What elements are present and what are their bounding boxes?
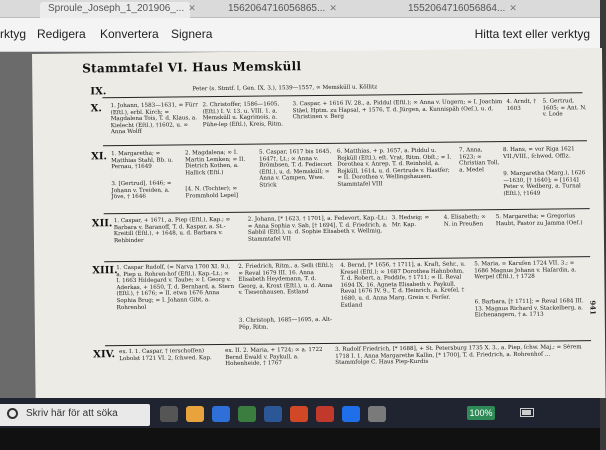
generation-xi-label: XI. [91, 151, 108, 163]
search-icon [7, 408, 18, 419]
generation-x-entry: 4. Arndt, † 1603 [506, 98, 537, 112]
powerpoint-icon[interactable] [290, 406, 308, 422]
settings-icon[interactable] [368, 406, 386, 422]
find-tools-search[interactable]: Hitta text eller verktyg [474, 27, 590, 41]
tab-label: 1562064716056865... [228, 3, 326, 14]
tab-strip [0, 0, 600, 18]
generation-xii-entry: 1. Caspar, + 1671, a. Piep (Eſtl.), Kap.; ∞ Barbara v. Baranoff, T. d. Kaspar, a. St.-Kreitill (Eſtl.), + 1648, u. d. Barbara v. Rehbinder [113, 216, 231, 244]
page-title: Stammtafel VI. Haus Memsküll [82, 59, 302, 76]
generation-xiv-label: XIV. [93, 349, 116, 361]
generation-xii-label: XII. [91, 218, 113, 230]
zoom-indicator: 100% [467, 406, 495, 420]
taskbar-search-placeholder: Skriv här för att söka [26, 408, 118, 419]
generation-xi-entry: 5. Caspar, 1617 bis 1645, 1647†, Lt.; ∞ Anna v. Brömbsen, T. d. Fediecort (Eſtl.), u. d. Memsküll; ∞ Anna v. Campen, Wwe. Strick [259, 148, 333, 189]
menu-tools[interactable]: rktyg [0, 27, 27, 41]
generation-x-entry: 2. Christoffer, 1586—1605, (Eſtl.) I. V. 13. u. VIII. 1. a. Memsküll u. Kagrimois, a. Pühe-lep (Eſtl.), Kreis, Ritm. [202, 101, 284, 128]
generation-xiii-entry: 1. Caspar Rudolf, (∞ Narva 1700 XI. 9.), a. Piep u. Rohren-hof (Eſtl.), Kap.-Lt.; ∞ I. 1663 Hildegard v. Taube; ∞ I. Georg v. Aderkas, + 1650, T. d. Bernhard, a. Stern (Eſtl.), † 1676; ∞ II. etwa 1676 Anna Sophia Brug; ∞ I. Johann Gibt, a. Rohrenhol [116, 263, 235, 311]
menubar [0, 18, 600, 52]
generation-xi-entry: 3. [Gertrud], 1646; ∞ Johann v. Treiden, a. Jöve, † 1646 [111, 180, 172, 201]
generation-xi-entry: [4. N. (Tochter); ∞ Frommhold Lepel] [185, 185, 239, 199]
file-explorer-icon[interactable] [186, 406, 204, 422]
page-number: 941 [588, 300, 598, 315]
close-icon[interactable]: ✕ [188, 3, 196, 13]
generation-xi-entry: 1. Margaretha; ∞ Matthias Stahl, Bb. u. Pernau, †1649 [111, 150, 174, 171]
acrobat-icon[interactable] [316, 406, 334, 422]
photos-icon[interactable] [342, 406, 360, 422]
generation-xii-entry: 3. Hedwig; ∞ Mr. Kap. [391, 214, 430, 228]
generation-xii-entry: 4. Elisabeth; ∞ N. in Preußen [443, 214, 486, 228]
menu-edit[interactable]: Redigera [37, 27, 86, 41]
close-icon[interactable]: ✕ [509, 3, 517, 13]
document-tab-1[interactable] [40, 2, 196, 18]
generation-xi-entry: 2. Magdalena; ∞ I. Martin Lemken; ∞ II. Dietrich Kothen, a. Hallick (Eſtl.) [185, 149, 246, 177]
menu-convert[interactable]: Konvertera [100, 27, 159, 41]
generation-xiii-entry: 3. Christoph, 1685—1695, a. Alt-Pöp, Ritm. [238, 316, 333, 331]
generation-xi-entry: 8. Hans, ∞ vor Riga 1621 VII./VIII., ſchwed. Offiz. [503, 146, 575, 160]
battery-icon [520, 408, 534, 417]
generation-x-entry: 1. Johann, 1583—1631, ∞ Fürr (Eſtl.), erbl. Kirch; ∞ Magdalena Tois, T. d. Klaus, a. Kielecht (Eſtl.), †1602, u. ∞ Anna Wolff [110, 102, 198, 136]
generation-xii-entry: 2. Johann, [* 1623, † 1701], a. Fedevort, Kap.-Lt.; ∞ Anna Sophia v. Sab, [† 1694], T. d. Friedrich, a. Sabbil (Eſtl.), u. d. Sophie Elisabeth v. Wellmig, Stammtafel VII [247, 215, 388, 243]
monitor-bezel [0, 428, 600, 450]
generation-x-entry: 3. Caspar, + 1616 IV. 28., a. Piddul (Eſtl.); ∞ Anna v. Ungern; ∞ I. Joachim Stäel, Hptm. zu Hapsal, + 1576, T. d. Jürgen, a. Kunnispäh (Oeſ.), u. d. Christinen v. Berg [292, 99, 503, 121]
generation-xi-entry: 6. Matthias, + p. 1657, a. Piddul u. Rojküll (Eſtl.), eſt. Vrat, Ritm. Obſt.; ∞ I. Dorothea v. Anrep, T. d. Reinhold, a. Rojküll, 1614, u. d. Gertrude v. Hastfer; ∞ II. Dorothea v. Wellingshausen. Stammtafel VIII [337, 147, 452, 188]
generation-x-entry: 5. Gertrud, 1605; ∞ Ant. N. v. Lode [542, 98, 587, 118]
taskbar-search[interactable] [0, 404, 150, 426]
generation-xiii-entry: 6. Barbara, [† 1711]; ∞ Reval 1684 III. 13. Magnus Richard v. Stackelberg, a. Eichenangern, † a. 1713 [474, 298, 584, 319]
generation-xi-entry: 7. Anna, 1623; ∞ Christian Toll, a. Medel [459, 147, 500, 174]
task-view-icon[interactable] [160, 406, 178, 422]
word-icon[interactable] [264, 406, 282, 422]
scanned-page [32, 48, 606, 404]
close-icon[interactable]: ✕ [329, 3, 337, 13]
document-viewport[interactable] [0, 52, 600, 398]
generation-xii-entry: 5. Margaretha; ∞ Gregorius Haubt, Pastor zu Jamma (Oeſ.) [495, 213, 583, 227]
generation-divider [102, 92, 582, 98]
generation-ix-entry: Peter (s. Stmtf. I, Gen. IX. 3.), 1539—1557, ∞ Memsküll u. Köllitz [192, 84, 378, 93]
generation-ix-label: IX. [90, 86, 107, 98]
generation-xi-entry: 9. Margaretha (Marg.), 1626—1630, [† 1640]; ∞ [1614] Peter v. Wedberg, a. Turnal (Eſtl.), †1649 [503, 170, 586, 197]
excel-icon[interactable] [238, 406, 256, 422]
generation-xiv-entry: 3. Rudolf Friedrich, [* 1688], + St. Petersburg 1735 X. 3., a. Piep, ſchw. Maj.; ∞ Sérem 1718 I. 1. Anna Margarethe Kallin, [* 1700], T. d. Friedrich, a. Rohrenhof ... Stammfolge C. Haus Piep-Kurdis [335, 344, 582, 367]
generation-xiii-entry: 5. Maria, ∞ Karuſen 1724 VII. 3.; ∞ 1686 Magnus Johann v. Haſardin, a. Werpel (Eſtl.), † 1728 [474, 260, 577, 281]
generation-xiv-entry: ex. I. 1. Caspar, † (erschoſſen) Lobolst 1721 VI. 2, ſchwed. Kap. [119, 348, 212, 362]
menu-sign[interactable]: Signera [171, 27, 213, 41]
tab-label: Sproule_Joseph_1_201906_... [48, 3, 185, 14]
document-tab-3[interactable] [400, 2, 540, 18]
generation-x-label: X. [90, 103, 102, 115]
generation-xiii-entry: 4. Bernd, [* 1656, † 1711], a. Kraſt, Sehr., u. Kresel (Eſtl.); ∞ 1687 Dorothea Hahnbohm, T. d. Robert, a. Poddiſe, † 1711; ∞ II. Reval 1694 IX. 16. Agneta Elisabeth v. Paykull. Reval 1676 IV. 9., T. d. Heinrich, a. Kreſel, † 1680, u. d. Anna Marg. Grein v. Ferſer. Estland [340, 261, 466, 309]
generation-xiv-entry: ex. II. 2. Maria, + 1724; ∞ a. 1722 Bernd Ewald v. Paykull, a. Hohenheide, † 1767 [225, 346, 323, 368]
generation-xiii-label: XIII. [92, 265, 118, 277]
document-tab-2[interactable] [220, 2, 370, 18]
tab-label: 1552064716056864... [408, 3, 506, 14]
generation-xiii-entry: 2. Friedrich, Ritm., a. Selli (Eſtl.); ∞ Reval 1679 III. 16. Anna Elisabeth Heydemann, T. d. Georg, a. Kroxt (Eſtl.), u. d. Anna v. Tiesenhausen. Estland [238, 262, 334, 297]
edge-browser-icon[interactable] [212, 406, 230, 422]
